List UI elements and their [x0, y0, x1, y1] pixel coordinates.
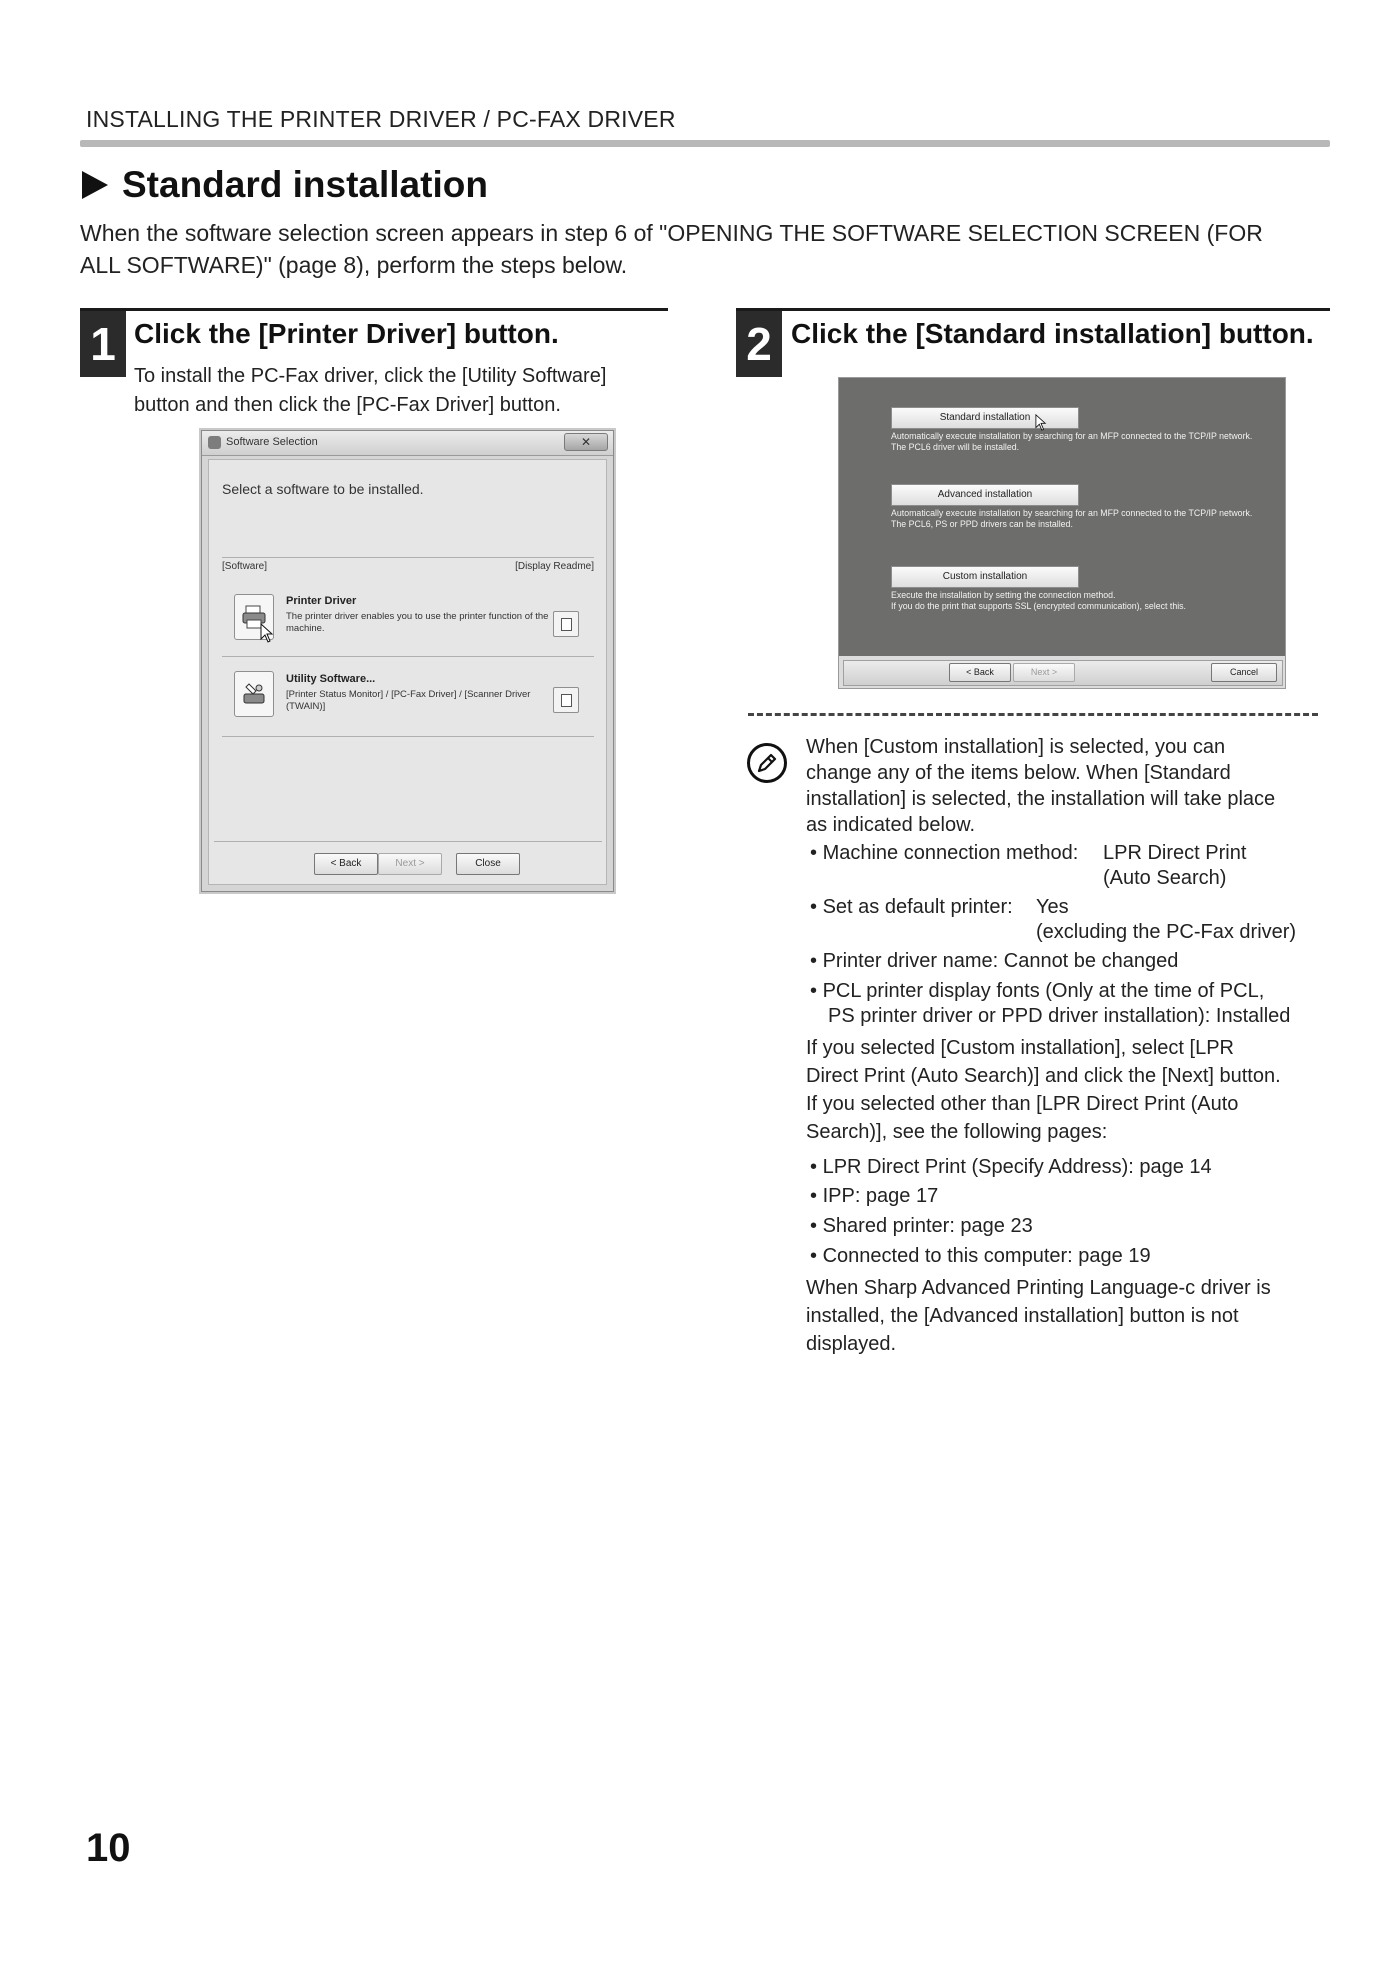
page-reference-text: Connected to this computer: page 19: [822, 1245, 1151, 1267]
setting-item: [810, 841, 1078, 866]
item-desc-line: The printer driver enables you to use the printer function of the: [286, 611, 549, 622]
cancel-button[interactable]: Cancel: [1211, 663, 1277, 682]
setting-value: (excluding the PC-Fax driver): [1036, 921, 1297, 943]
bullet-dot: •: [810, 1156, 818, 1178]
divider: [222, 557, 594, 558]
setting-item: [810, 895, 1013, 920]
page-number: 10: [86, 1826, 131, 1870]
next-button[interactable]: Next >: [378, 853, 442, 875]
bullet-dot: •: [810, 980, 818, 1002]
setting-value: PS printer driver or PPD driver installation): Installed: [828, 1005, 1291, 1027]
window-titlebar: [202, 431, 613, 456]
pencil-icon: [755, 751, 779, 775]
mouse-cursor-icon: [260, 623, 274, 643]
document-icon: [561, 618, 572, 631]
back-button[interactable]: < Back: [949, 663, 1011, 682]
mouse-cursor-icon: [1035, 414, 1047, 431]
printer-driver-name: Printer Driver: [286, 595, 357, 607]
divider: [222, 736, 594, 737]
note-line: Search)], see the following pages:: [806, 1121, 1108, 1143]
setting-label: Set as default printer:: [822, 896, 1013, 918]
bullet-dot: •: [810, 842, 818, 864]
advanced-installation-button[interactable]: Advanced installation: [891, 484, 1079, 506]
column-readme: [Display Readme]: [515, 561, 594, 572]
item-desc-line: machine.: [286, 623, 325, 634]
utility-software-desc: [286, 689, 530, 713]
standard-installation-desc: [891, 431, 1291, 453]
software-selection-window: [201, 430, 614, 892]
installation-method-screen: [838, 377, 1286, 689]
bullet-dot: •: [810, 950, 818, 972]
note-paragraph-3: [806, 1274, 1271, 1358]
advanced-installation-desc: [891, 508, 1291, 530]
back-button[interactable]: < Back: [314, 853, 378, 875]
note-paragraph-1: [806, 734, 1275, 838]
option-desc-line: The PCL6 driver will be installed.: [891, 442, 1020, 452]
setting-value: Yes: [1036, 896, 1069, 918]
step2-rule: [736, 308, 1330, 311]
section-title: [82, 164, 488, 206]
custom-installation-button[interactable]: Custom installation: [891, 566, 1079, 588]
intro-line: ALL SOFTWARE)" (page 8), perform the steps below.: [80, 252, 628, 278]
bullet-dot: •: [810, 1185, 818, 1207]
item-desc-line: [Printer Status Monitor] / [PC-Fax Driver] / [Scanner Driver: [286, 689, 531, 700]
note-line: displayed.: [806, 1333, 897, 1355]
utility-software-name: Utility Software...: [286, 673, 376, 685]
divider: [222, 656, 594, 657]
note-line: Direct Print (Auto Search)] and click the [Next] button.: [806, 1065, 1281, 1087]
setting-label: Machine connection method:: [822, 842, 1079, 864]
step2-title: Click the [Standard installation] button.: [791, 318, 1314, 349]
column-software: [Software]: [222, 561, 268, 572]
bullet-dot: •: [810, 1245, 818, 1267]
step2-number: 2: [736, 311, 782, 377]
page-reference: [810, 1155, 1212, 1180]
window-title: Software Selection: [226, 436, 318, 448]
window-prompt: Select a software to be installed.: [222, 481, 424, 497]
note-separator: [748, 713, 1318, 716]
step1-rule: [80, 308, 668, 311]
utility-software-button[interactable]: [234, 671, 274, 717]
intro-line: When the software selection screen appears in step 6 of "OPENING THE SOFTWARE SELECTION SCREEN (FOR: [80, 220, 1263, 246]
header-rule: [80, 140, 1330, 147]
setting-value: LPR Direct Print: [1103, 842, 1247, 864]
app-icon: [208, 436, 221, 449]
page-reference: [810, 1184, 938, 1209]
item-desc-line: (TWAIN)]: [286, 701, 326, 712]
setting-item: [810, 949, 1178, 974]
step1-number: 1: [80, 311, 126, 377]
intro-text: [80, 217, 1330, 281]
page-reference: [810, 1214, 1033, 1239]
close-button[interactable]: Close: [456, 853, 520, 875]
note-line: change any of the items below. When [Standard: [806, 762, 1231, 784]
note-line: If you selected other than [LPR Direct Print (Auto: [806, 1093, 1239, 1115]
option-desc-line: The PCL6, PS or PPD drivers can be installed.: [891, 519, 1073, 529]
bullet-dot: •: [810, 896, 818, 918]
custom-installation-desc: [891, 590, 1291, 612]
standard-installation-button[interactable]: Standard installation: [891, 407, 1079, 429]
triangle-bullet-icon: [82, 171, 108, 199]
note-line: When [Custom installation] is selected, you can: [806, 736, 1226, 758]
setting-label: PCL printer display fonts (Only at the time of PCL,: [822, 980, 1265, 1002]
section-title-text: Standard installation: [122, 164, 488, 205]
setting-item: [810, 979, 1264, 1004]
note-pencil-icon: [747, 743, 787, 783]
step1-desc-line: To install the PC-Fax driver, click the [Utility Software]: [134, 365, 607, 387]
page-reference-text: LPR Direct Print (Specify Address): page 14: [822, 1156, 1212, 1178]
option-desc-line: Execute the installation by setting the connection method.: [891, 590, 1116, 600]
running-head: INSTALLING THE PRINTER DRIVER / PC-FAX DRIVER: [86, 106, 676, 132]
page-reference-text: IPP: page 17: [822, 1185, 939, 1207]
utility-icon: [240, 680, 268, 708]
printer-driver-desc: [286, 611, 548, 635]
step1-title: Click the [Printer Driver] button.: [134, 318, 559, 349]
column-headers: [222, 561, 594, 572]
option-desc-line: If you do the print that supports SSL (encrypted communication), select this.: [891, 601, 1187, 611]
note-line: If you selected [Custom installation], select [LPR: [806, 1037, 1234, 1059]
note-line: When Sharp Advanced Printing Language-c driver is: [806, 1277, 1271, 1299]
utility-software-readme-button[interactable]: [553, 687, 579, 713]
note-line: installation] is selected, the installation will take place: [806, 788, 1276, 810]
step1-desc-line: button and then click the [PC-Fax Driver] button.: [134, 394, 561, 416]
option-desc-line: Automatically execute installation by searching for an MFP connected to the TCP/IP network.: [891, 508, 1253, 518]
note-line: as indicated below.: [806, 814, 976, 836]
step1-description: [134, 362, 606, 420]
document-icon: [561, 694, 572, 707]
option-desc-line: Automatically execute installation by searching for an MFP connected to the TCP/IP network.: [891, 431, 1253, 441]
next-button[interactable]: Next >: [1013, 663, 1075, 682]
note-line: installed, the [Advanced installation] button is not: [806, 1305, 1239, 1327]
close-icon[interactable]: ✕: [564, 433, 608, 451]
page-reference: [810, 1244, 1151, 1269]
note-paragraph-2: [806, 1034, 1281, 1146]
printer-driver-readme-button[interactable]: [553, 611, 579, 637]
setting-label: Printer driver name: Cannot be changed: [822, 950, 1179, 972]
bullet-dot: •: [810, 1215, 818, 1237]
setting-value: (Auto Search): [1103, 867, 1227, 889]
divider: [214, 841, 602, 842]
page-reference-text: Shared printer: page 23: [822, 1215, 1033, 1237]
